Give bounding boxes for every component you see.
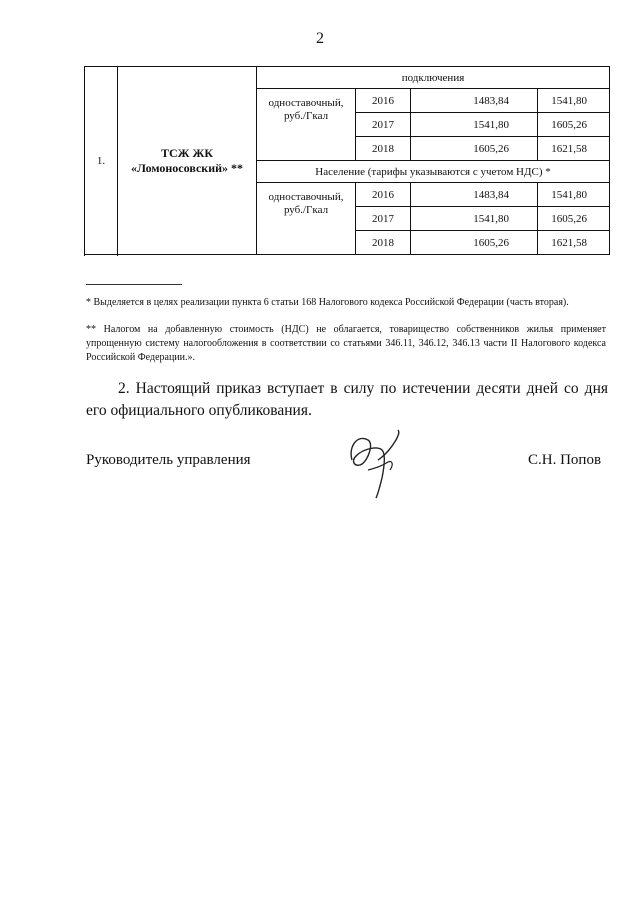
organization-name-line1: ТСЖ ЖК	[160, 145, 214, 160]
unit-cell	[257, 183, 356, 255]
connection-header-cell: подключения	[257, 67, 610, 89]
tariff-value-b: 1605,26	[538, 113, 610, 137]
tariff-value-a: 1605,26	[411, 137, 538, 161]
signatory-position: Руководитель управления	[86, 452, 251, 468]
organization-cell	[118, 67, 257, 255]
year-cell: 2017	[356, 207, 411, 231]
unit-line1: одноставочный,	[268, 191, 344, 203]
tariff-value-b: 1541,80	[538, 89, 610, 113]
unit-line1: одноставочный,	[268, 97, 344, 109]
tariff-value-b: 1541,80	[538, 183, 610, 207]
tariff-value-a: 1483,84	[411, 89, 538, 113]
signatory-name: С.Н. Попов	[528, 452, 602, 468]
table-row	[85, 67, 610, 89]
unit-line2: руб./Гкал	[283, 110, 329, 122]
page-number: 2	[316, 30, 324, 47]
unit-cell	[257, 89, 356, 161]
year-cell: 2018	[356, 231, 411, 255]
footnote-simplified-tax: ** Налогом на добавленную стоимость (НДС) не облагается, товарищество собственников жилья применяет упрощенную систему налогообложения в соответствии со статьями 346.11, 346.12, 346.13 части II Налогового кодекса Российской Федерации.».	[86, 324, 606, 363]
tariff-value-a: 1541,80	[411, 207, 538, 231]
tariff-value-a: 1541,80	[411, 113, 538, 137]
organization-name-line2: «Ломоносовский» **	[130, 160, 244, 175]
tariff-value-a: 1605,26	[411, 231, 538, 255]
year-cell: 2018	[356, 137, 411, 161]
year-cell: 2017	[356, 113, 411, 137]
tariff-value-b: 1621,58	[538, 137, 610, 161]
row-number-cell: 1.	[85, 67, 118, 255]
footnote-divider	[86, 284, 182, 285]
footnote-vat: * Выделяется в целях реализации пункта 6 статьи 168 Налогового кодекса Российской Федерации (часть вторая).	[86, 297, 569, 308]
year-cell: 2016	[356, 183, 411, 207]
tariff-value-a: 1483,84	[411, 183, 538, 207]
handwritten-signature	[338, 420, 418, 500]
unit-line2: руб./Гкал	[283, 204, 329, 216]
tariff-value-b: 1621,58	[538, 231, 610, 255]
year-cell: 2016	[356, 89, 411, 113]
clause-effective-date: 2. Настоящий приказ вступает в силу по истечении десяти дней со дня его официального опубликования.	[86, 380, 608, 419]
tariff-value-b: 1605,26	[538, 207, 610, 231]
population-header-cell: Население (тарифы указываются с учетом НДС) *	[257, 161, 610, 183]
tariff-table	[84, 66, 610, 255]
